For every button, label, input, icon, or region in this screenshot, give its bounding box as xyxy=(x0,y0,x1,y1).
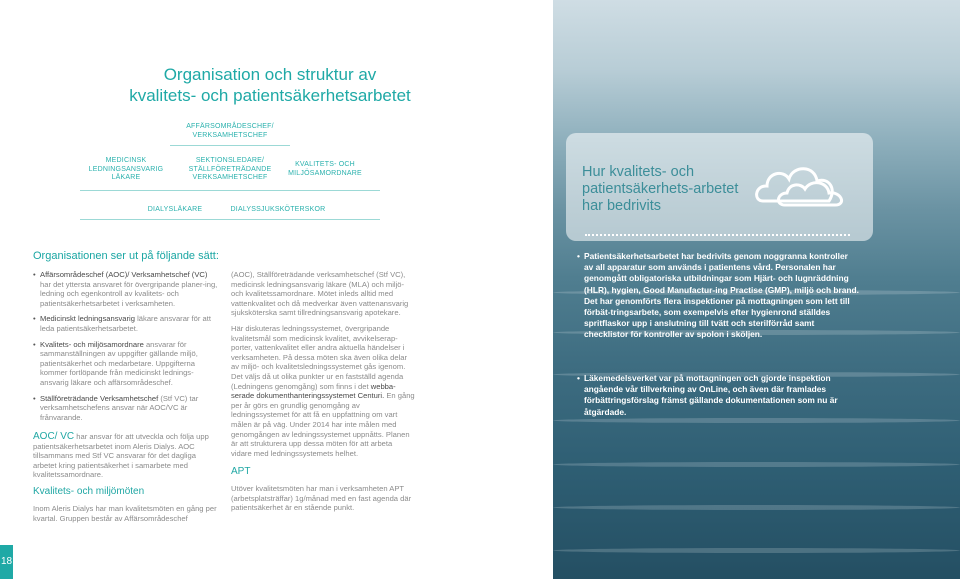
column-2 xyxy=(231,270,415,519)
page-number: 18 xyxy=(0,545,13,579)
section-heading: Organisationen ser ut på följande sätt: xyxy=(33,250,219,262)
org-bottom-center: DIALYSSJUKSKÖTERSKOR xyxy=(230,206,326,213)
right-bullet-1: • Patientsäkerhetsarbetet har bedrivits genom noggranna kontroller av all apparatur som används i patientens vård. Personalen har genomgått obligatoriska utbildningar som Hjärt- och lugnräddning (HLR), hygien, Good Manufactur-ing Practise (GMP), miljö och brand. Det har genomförts flera inspektioner på mottagningen som lett till förbät-tringsarbete, som exempelvis efter hygienrond ställdes spritflaskor upp i anslutning till tvätt och sterilförråd samt checklistor för kontroller av spolon i sköljen. xyxy=(584,251,859,341)
org-line-top xyxy=(170,145,290,146)
bullet-mla: • Medicinskt ledningsansvarig läkare ansvarar för att leda patientsäkerhetsarbetet. xyxy=(40,314,218,333)
kvm-heading: Kvalitets- och miljömöten xyxy=(33,485,145,497)
org-center: SEKTIONSLEDARE/ STÄLLFÖRETRÄDANDE VERKSAMHETSCHEF xyxy=(188,157,272,181)
org-left: MEDICINSK LEDNINGSANSVARIG LÄKARE xyxy=(88,157,164,181)
apt-text: Utöver kvalitetsmöten har man i verksamheten APT (arbetsplatsträffar) 1g/månad med en fast agenda där patientsäkerhet är en stående punkt. xyxy=(231,484,412,513)
right-bullet-2: • Läkemedelsverket var på mottagningen och gjorde inspektion angående vår tillverkning av OnLine, och även där framlades förbättringsförslag främst gällande dokumentationen som nu är åtgärdade. xyxy=(584,373,859,418)
org-right: KVALITETS- OCH MILJÖSAMORDNARE xyxy=(288,161,362,177)
page-title xyxy=(60,64,480,106)
panel-title: Hur kvalitets- och patientsäkerhets-arbetet har bedrivits xyxy=(582,164,739,214)
org-line-bottom xyxy=(80,219,380,220)
apt-heading: APT xyxy=(231,466,251,478)
cloud-icon xyxy=(755,155,855,211)
bullet-aoc: • Affärsområdeschef (AOC)/ Verksamhetschef (VC) har det yttersta ansvaret för övergripande planer-ing, ledning och egenkontroll av kvalitets- och patientsäkerhetsarbetet i verksamheten. xyxy=(40,270,218,308)
col2-paragraph-2: Här diskuteras ledningssystemet, övergripande kvalitetsmål som medicinsk kvalitet, avvikelserap-porter, vattenkvalitet eller andra aktuella händelser i verksamheten. På dessa möten ska även olika delar av miljö- och kvalitetsledningssystemet gås igenom. Det väljs då ut olika punkter ur en fastställd agenda (Ledningens genomgång) som finns i det webba-serade dokumenthanteringssystemet Centuri. En gång per år görs en grundlig genomgång av ledningssystemet för att få en uppfattning om vart målen är på väg. Under 2014 har inte målen med genomgången av ledningssystemet uppnåtts. Planen är att strukturera upp dessa möten för att arbeta vidare med ledningssystemets helhet. xyxy=(231,323,415,458)
bullet-stfvc: • Ställföreträdande Verksamhetschef (Stf VC) tar verksamhetschefens ansvar när AOC/VC är frånvarande. xyxy=(40,394,218,423)
kvm-text: Inom Aleris Dialys har man kvalitetsmöten en gång per kvartal. Gruppen består av Affärsområdeschef xyxy=(33,503,217,523)
org-line-middle xyxy=(80,190,380,191)
dotted-divider xyxy=(585,234,850,236)
aoc-paragraph: AOC/ VC har ansvar för att utveckla och följa upp patientsäkerhetsarbetet inom Aleris Dialys. AOC tillsammans med Stf VC ansvarar för det dagliga arbetet kring patientsäkerhet i samarbete med kvalitetssamordnare. xyxy=(33,431,209,480)
org-top: AFFÄRSOMRÅDESCHEF/ VERKSAMHETSCHEF xyxy=(186,123,274,139)
column-1-lower xyxy=(33,432,218,529)
column-1 xyxy=(40,270,218,428)
col2-paragraph-1: (AOC), Ställföreträdande verksamhetschef (Stf VC), medicinsk ledningsansvarig läkare (MLA) och miljö- och kvalitetssamordnare. Mötet inleds alltid med vattenkvalitet och då medverkar även vattenansvarig sjuksköterska samt tillredningsansvarig apotekare. xyxy=(231,270,409,318)
bullet-kms: • Kvalitets- och miljösamordnare ansvarar för sammanställningen av uppgifter gällande miljö, patientsäkerhet och medarbetare. Uppgifterna kommer fortlöpande från medicinskt lednings-ansvarig läkare och affärsområdeschef. xyxy=(40,340,218,388)
title-line-2: kvalitets- och patientsäkerhetsarbetet xyxy=(129,86,411,105)
org-bottom-left: DIALYSLÄKARE xyxy=(147,206,203,213)
title-line-1: Organisation och struktur av xyxy=(163,65,377,84)
